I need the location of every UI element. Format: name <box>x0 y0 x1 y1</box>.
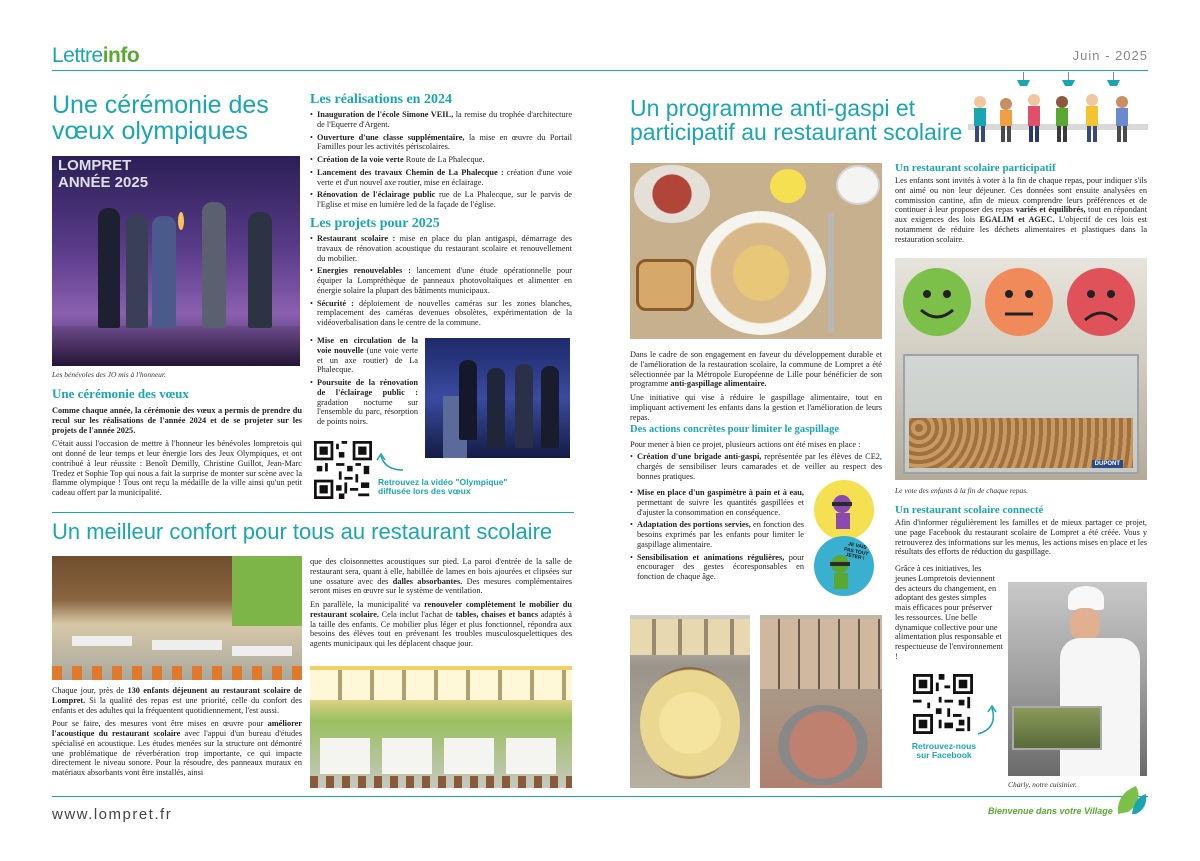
participatif-title: Un restaurant scolaire participatif <box>895 162 1056 174</box>
list-item: • Sécurité : déploiement de nouvelles caméras sur les zones blanches, remplacement des caméras devenues obsolètes, expérimentation de la vidéoverbalisation dans le centre de la commune. <box>310 299 572 328</box>
voeux-text <box>52 406 302 502</box>
confort-rule <box>52 512 574 513</box>
cheese-slices <box>640 667 740 779</box>
podium-person-3 <box>515 364 533 448</box>
soup-bowl <box>778 705 868 785</box>
qr-code-facebook[interactable] <box>913 674 973 734</box>
sticker-text: JE VAIS PAS TOUT JETER ! <box>843 541 869 562</box>
list-item: • Rénovation de l'éclairage public rue de La Phalecque, sur le parvis de l'Eglise et mise en lumière led de la façade de l'église. <box>310 190 572 210</box>
lamps-icon <box>1017 72 1120 86</box>
happy-face-icon <box>903 268 971 336</box>
connecte-p1: Afin d'informer régulièrement les familles et de mieux partager ce projet, une page Facebook du restaurant scolaire de Lompret a été créée. Vous y retrouverez des informations sur les menus, les actions mises en place et les résultats des efforts de réduction du gaspillage. <box>895 518 1147 557</box>
confort-text-col1 <box>52 686 302 782</box>
canteen-wall-green <box>232 556 302 626</box>
tray-main-plate <box>696 211 826 335</box>
voeux-subtitle: Une cérémonie des vœux <box>52 386 189 401</box>
voeux-lead: Comme chaque année, la cérémonie des vœux a permis de prendre du recul sur les réalisations de l'année 2024 et de se projeter sur les projets de l'année 2025. <box>52 406 302 435</box>
footer-website[interactable]: www.lompret.fr <box>52 806 173 823</box>
podium-photo <box>425 338 570 458</box>
projets-list <box>310 234 572 331</box>
list-item: • Inauguration de l'école Simone VEIL, la remise du trophée d'architecture de l'Equerre d'Argent. <box>310 110 572 130</box>
voeux-body: C'était aussi l'occasion de mettre à l'honneur les bénévoles lompretois qui ont donné de leur temps et leur énergie lors des Jeux Olympiques, et ont contribué à leur réussite : Benoît Demilly, Christine Guillot, Jean-Marc Tredez et Sophie Top qui nous a fait la surprise de monter sur scène avec la flamme olympique ! Tous ont reçu la médaille de la ville ainsi qu'un petit cadeau offert par la municipalité. <box>52 439 302 498</box>
cook-photo <box>1008 582 1147 776</box>
curved-arrow-icon-2 <box>974 704 1004 738</box>
leaf-logo-icon <box>1114 780 1148 816</box>
kids-canteen-illustration <box>968 72 1148 156</box>
ceremony-photo <box>52 156 300 366</box>
cheese-platter-photo <box>630 615 750 788</box>
flame <box>178 212 184 230</box>
tray-salad-bowl <box>634 165 710 223</box>
qr-code-facebook-graphic <box>913 674 973 734</box>
kid-2 <box>1000 98 1012 142</box>
kid-6 <box>1116 96 1128 142</box>
actions-list <box>630 488 804 585</box>
list-item: • Création d'une brigade anti-gaspi, représentée par les élèves de CE2, chargés de sensibiliser leurs camarades et de veiller au respect des bonnes pratiques. <box>630 452 882 481</box>
ramekins-photo <box>760 615 882 788</box>
voeux-title: Une cérémonie des vœux olympiques <box>52 91 269 146</box>
confort-p4: En parallèle, la municipalité va renouveler complètement le mobilier du restaurant scolaire. Cela inclut l'achat de tables, chaises et bancs adaptés à la taille des enfants. Ce mobilier plus léger et plus fonctionnel, répondra aux besoins des élèves tout en prévenant les troubles musculosquelettiques des agents municipaux qui les déplacent chaque jour. <box>310 600 573 649</box>
antigaspi-intro-p1: Dans le cadre de son engagement en faveur du développement durable et de l'amélioration de la restauration scolaire, la commune de Lompret a été sélectionnée par la Métropole Européenne de Lille pour bénéficier de son programme anti-gaspillage alimentaire. <box>630 350 882 389</box>
header-rule <box>52 70 1148 71</box>
list-item: • Restaurant scolaire : mise en place du plan antigaspi, démarrage des travaux de rénovation acoustique du restaurant scolaire et renouvellement du mobilier. <box>310 234 572 263</box>
list-item: • Mise en circulation de la voie nouvelle (une voie verte et un axe routier) de La Phalecque. <box>310 336 418 375</box>
qr-note-video: Retrouvez la vidéo "Olympique" diffusée lors des vœux <box>378 477 508 497</box>
smiley-faces <box>895 258 1147 350</box>
person-1 <box>98 208 120 328</box>
confort-p2: Pour se faire, des mesures vont être mises en œuvre pour améliorer l'acoustique du restaurant scolaire avec l'appui d'un bureau d'études spécialisé en acoustique. Les études menées sur la structure ont démontré une problématique de réverbération trop importante, ce qui impacte directement le niveau sonore. Pour la résoudre, des panneaux muraux en matériaux absorbants vont être installés, ainsi <box>52 719 303 778</box>
connecte-title: Un restaurant scolaire connecté <box>895 504 1044 516</box>
meal-tray-photo <box>630 163 882 339</box>
canteen2-windows <box>310 670 572 700</box>
canteen-photo-2 <box>310 666 572 788</box>
logo-part1: Lettre <box>52 44 103 67</box>
footer-tagline: Bienvenue dans votre Village <box>988 806 1113 816</box>
podium-person-4 <box>541 366 559 448</box>
qr-note-facebook: Retrouvez-nous sur Facebook <box>911 741 977 761</box>
tray-sticker <box>770 169 806 203</box>
person-3 <box>152 216 176 328</box>
neutral-face-icon <box>985 268 1053 336</box>
cook-hat <box>1068 586 1104 610</box>
list-item: • Sensibilisation et animations régulières, pour encourager des gestes écoresponsables en fonction de chaque âge. <box>630 553 804 582</box>
issue-date: Juin - 2025 <box>1072 48 1148 63</box>
cheese-cups <box>630 619 750 655</box>
ceremony-stage <box>52 326 300 366</box>
cook-tray <box>1012 706 1102 750</box>
antigaspi-intro-p2: Une initiative qui vise à réduire le gaspillage alimentaire, tout en impliquant activement les enfants dans la gestion et l'amélioration de leurs repas. <box>630 393 882 422</box>
vote-caption: Le vote des enfants à la fin de chaque repas. <box>895 486 1029 495</box>
actions-title: Des actions concrètes pour limiter le gaspillage <box>630 424 839 435</box>
projets-list-narrow <box>310 336 418 430</box>
curved-arrow-icon <box>375 452 407 474</box>
kid-3 <box>1028 94 1040 142</box>
ramekins-row <box>760 619 882 689</box>
tray-cutlery <box>828 213 834 333</box>
projets-title: Les projets pour 2025 <box>310 216 440 231</box>
realisations-title: Les réalisations en 2024 <box>310 92 452 107</box>
canteen2-chairs <box>310 776 572 788</box>
list-item: • Energies renouvelables : lancement d'une étude opérationnelle pour équiper la Lompréthèque de panneaux photovoltaïques et alimenter en énergie solaire la plupart des bâtiments municipaux. <box>310 266 572 295</box>
list-item: • Lancement des travaux Chemin de La Phalecque : création d'une voie verte et d'un nouvel axe routier, mise en éclairage. <box>310 168 572 188</box>
canteen2-tables <box>320 738 560 774</box>
footer-rule <box>52 796 1148 797</box>
kid-5 <box>1086 94 1098 142</box>
confort-title: Un meilleur confort pour tous au restaurant scolaire <box>52 519 553 544</box>
list-item: • Ouverture d'une classe supplémentaire, la mise en œuvre du Portail Familles pour les activités périscolaires. <box>310 133 572 153</box>
list-item: • Création de la voie verte Route de La Phalecque. <box>310 155 572 165</box>
tray-bread <box>636 259 694 311</box>
canteen-table-2 <box>152 640 222 650</box>
participatif-text: Les enfants sont invités à voter à la fin de chaque repas, pour indiquer s'ils ont aimé ou non leur déjeuner. Ces données sont ensuite analysées en commission cantine, afin de mieux comprendre leurs préférences et de continuer à leur proposer des repas variés et équilibrés, tout en répondant aux exigences des lois EGALIM et AGEC. L'objectif de ces lois est notamment de réduire les déchets alimentaires et plastiques dans la restauration scolaire. <box>895 176 1147 244</box>
person-4 <box>202 202 226 328</box>
logo-part2: info <box>102 44 140 67</box>
antigaspi-intro <box>630 350 882 426</box>
person-5 <box>248 212 272 328</box>
qr-code-video[interactable] <box>314 441 372 499</box>
logo <box>52 44 139 68</box>
qr-code-video-graphic <box>314 441 372 499</box>
kid-1 <box>974 96 986 142</box>
list-item: • Adaptation des portions servies, en fonction des besoins exprimés par les enfants pour limiter le gaspillage alimentaire. <box>630 520 804 549</box>
ceremony-banner: LOMPRET ANNÉE 2025 <box>58 157 149 191</box>
canteen-chairs <box>52 666 302 680</box>
confort-p1: Chaque jour, près de 130 enfants déjeunent au restaurant scolaire de Lompret. Si la qualité des repas est une priorité, celle du confort des enfants et des adultes qui la fréquentent quotidiennement, l'est aussi. <box>52 686 302 715</box>
vote-brand-label: DUPONT <box>1092 460 1123 468</box>
canteen-table-3 <box>232 646 292 656</box>
antigaspi-title: Un programme anti-gaspi et participatif au restaurant scolaire <box>630 95 963 146</box>
confort-p3: que des cloisonnettes acoustiques sur pied. La paroi d'entrée de la salle de restaurant sera, quant à elle, habillée de lames en bois ajourées et clipsées sur une ossature avec des dalles absorbantes. Des mesures complémentaires seront mises en œuvre sur le système de ventilation. <box>310 557 572 596</box>
tray-yogurt <box>836 165 880 205</box>
list-item: • Poursuite de la rénovation de l'éclairage public : gradation nocturne sur l'ensemble du parc, résorption de points noirs. <box>310 378 418 427</box>
canteen-photo-1 <box>52 556 302 680</box>
cook-face <box>1070 608 1100 640</box>
podium-person-1 <box>459 360 477 440</box>
connecte-p2: Grâce à ces initiatives, les jeunes Lompretois deviennent des acteurs du changement, en adoptant des gestes simples mais efficaces pour préserver les ressources. Une belle dynamique collective pour une alimentation plus responsable et respectueuse de l'environnement ! <box>895 564 1003 662</box>
ceremony-caption: Les bénévoles des JO mis à l'honneur. <box>52 370 166 379</box>
cook-caption: Charly, notre cuisinier. <box>1008 780 1077 789</box>
person-2 <box>126 214 148 328</box>
canteen-table-1 <box>72 636 132 646</box>
confort-text-col2 <box>310 557 572 653</box>
podium-person-2 <box>487 368 505 448</box>
actions-intro: Pour mener à bien ce projet, plusieurs actions ont été mises en place : <box>630 440 861 449</box>
mascot-stickers <box>808 480 880 598</box>
realisations-list <box>310 110 572 213</box>
list-item: • Mise en place d'un gaspimètre à pain et à eau, permettant de suivre les quantités gaspillées et d'ajuster la consommation en conséquence. <box>630 488 804 517</box>
sad-face-icon <box>1067 268 1135 336</box>
kid-4 <box>1056 96 1068 142</box>
vote-box-photo <box>895 258 1147 480</box>
